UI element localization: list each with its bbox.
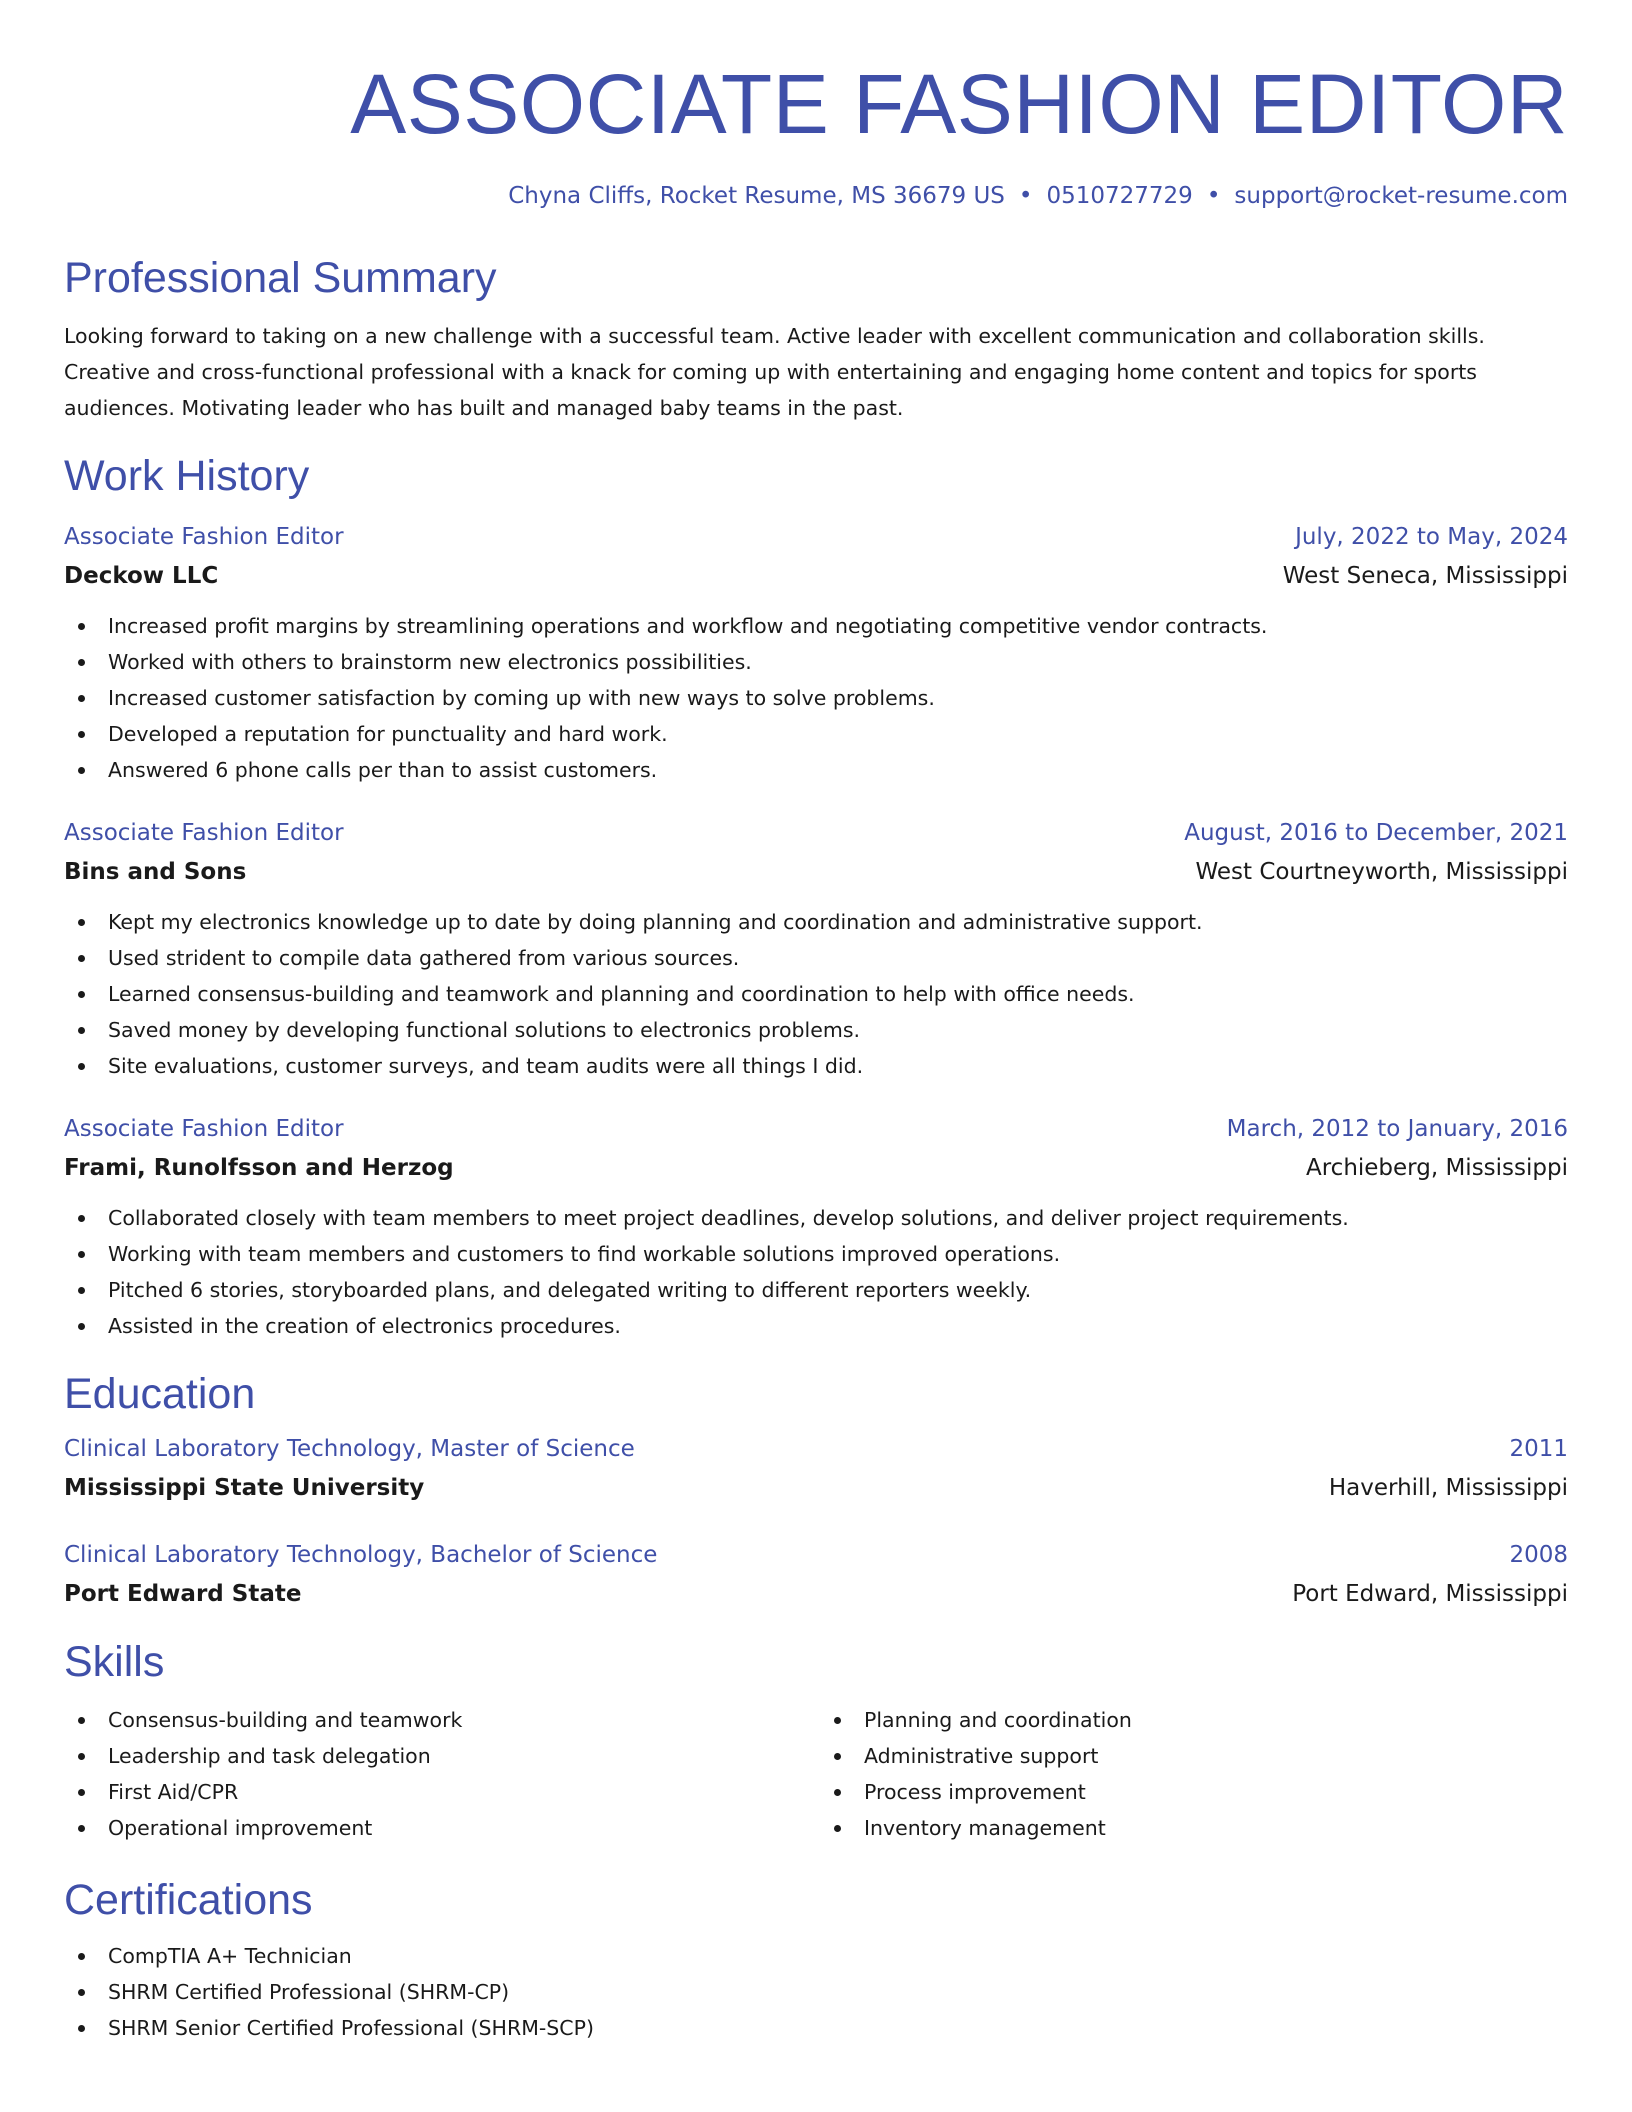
- skill-item: First Aid/CPR: [78, 1774, 820, 1810]
- contact-line: [64, 180, 1568, 212]
- skills-grid: [64, 1702, 1568, 1846]
- job-bullet: Saved money by developing functional solutions to electronics problems.: [78, 1012, 1568, 1048]
- degree-title: Clinical Laboratory Technology, Bachelor of Science: [64, 1542, 658, 1568]
- degree-title: Clinical Laboratory Technology, Master of Science: [64, 1436, 635, 1462]
- job-bullet: Increased customer satisfaction by coming up with new ways to solve problems.: [78, 680, 1568, 716]
- contact-phone: 0510727729: [1046, 183, 1193, 209]
- job-dates: August, 2016 to December, 2021: [1184, 820, 1568, 846]
- education-entry: [64, 1536, 1568, 1614]
- certifications-heading: Certifications: [64, 1876, 313, 1924]
- skill-item: Consensus-building and teamwork: [78, 1702, 820, 1738]
- job-company: Deckow LLC: [64, 563, 219, 589]
- job-bullet: Collaborated closely with team members to meet project deadlines, develop solutions, and deliver project requirements.: [78, 1200, 1568, 1236]
- skills-heading: Skills: [64, 1638, 165, 1686]
- contact-separator: •: [1018, 183, 1033, 209]
- job-bullets: [78, 904, 1568, 1084]
- work-history-heading: Work History: [64, 452, 310, 500]
- job-location: Archieberg, Mississippi: [1305, 1155, 1568, 1181]
- job-bullet: Kept my electronics knowledge up to date by doing planning and coordination and administrative support.: [78, 904, 1568, 940]
- job-entry: [64, 1110, 1568, 1344]
- skill-item: Inventory management: [834, 1810, 1576, 1846]
- summary-text: Looking forward to taking on a new challenge with a successful team. Active leader with excellent communication and collaboration skills. Creative and cross-functional professional with a knack for coming up with entertaining and engaging home content and topics for sports audiences. Motivating leader who has built and managed baby teams in the past.: [64, 324, 1485, 420]
- certification-item: SHRM Certified Professional (SHRM-CP): [78, 1974, 1568, 2010]
- job-dates: July, 2022 to May, 2024: [1295, 524, 1568, 550]
- job-bullets: [78, 1200, 1568, 1344]
- job-entry: [64, 814, 1568, 1084]
- skills-column-right: [834, 1702, 1576, 1846]
- job-title: Associate Fashion Editor: [64, 1116, 344, 1142]
- education-entry: [64, 1430, 1568, 1508]
- skill-item: Planning and coordination: [834, 1702, 1576, 1738]
- job-location: West Seneca, Mississippi: [1282, 563, 1568, 589]
- certification-item: SHRM Senior Certified Professional (SHRM-SCP): [78, 2010, 1568, 2046]
- skill-item: Operational improvement: [78, 1810, 820, 1846]
- school-name: Mississippi State University: [64, 1475, 425, 1501]
- job-company: Frami, Runolfsson and Herzog: [64, 1155, 454, 1181]
- summary-heading: Professional Summary: [64, 254, 497, 302]
- job-bullet: Developed a reputation for punctuality and hard work.: [78, 716, 1568, 752]
- job-bullet: Working with team members and customers to find workable solutions improved operations.: [78, 1236, 1568, 1272]
- education-section: [64, 1368, 1568, 1614]
- work-history-section: [64, 450, 1568, 1344]
- contact-separator: •: [1206, 183, 1221, 209]
- job-title: Associate Fashion Editor: [64, 820, 344, 846]
- skills-section: [64, 1636, 1568, 1846]
- job-bullet: Worked with others to brainstorm new electronics possibilities.: [78, 644, 1568, 680]
- job-bullet: Increased profit margins by streamlining operations and workflow and negotiating competitive vendor contracts.: [78, 608, 1568, 644]
- skill-item: Administrative support: [834, 1738, 1576, 1774]
- job-bullet: Assisted in the creation of electronics procedures.: [78, 1308, 1568, 1344]
- certifications-section: [64, 1874, 1568, 2046]
- job-bullet: Answered 6 phone calls per than to assist customers.: [78, 752, 1568, 788]
- certification-item: CompTIA A+ Technician: [78, 1938, 1568, 1974]
- job-entry: [64, 518, 1568, 788]
- certifications-list: [78, 1938, 1568, 2046]
- resume-title: ASSOCIATE FASHION EDITOR: [350, 57, 1568, 151]
- job-bullets: [78, 608, 1568, 788]
- job-bullet: Used strident to compile data gathered from various sources.: [78, 940, 1568, 976]
- contact-address: Chyna Cliffs, Rocket Resume, MS 36679 US: [508, 183, 1005, 209]
- skills-column-left: [78, 1702, 820, 1846]
- school-location: Port Edward, Mississippi: [1292, 1581, 1568, 1607]
- job-bullet: Site evaluations, customer surveys, and team audits were all things I did.: [78, 1048, 1568, 1084]
- skill-item: Leadership and task delegation: [78, 1738, 820, 1774]
- job-company: Bins and Sons: [64, 859, 247, 885]
- job-location: West Courtneyworth, Mississippi: [1195, 859, 1568, 885]
- school-location: Haverhill, Mississippi: [1328, 1475, 1568, 1501]
- contact-email: support@rocket-resume.com: [1234, 183, 1568, 209]
- skill-item: Process improvement: [834, 1774, 1576, 1810]
- job-bullet: Learned consensus-building and teamwork and planning and coordination to help with office needs.: [78, 976, 1568, 1012]
- resume-header: [64, 0, 1568, 212]
- degree-year: 2011: [1509, 1436, 1568, 1462]
- school-name: Port Edward State: [64, 1581, 302, 1607]
- job-bullet: Pitched 6 stories, storyboarded plans, and delegated writing to different reporters weekly.: [78, 1272, 1568, 1308]
- summary-section: [64, 252, 1568, 426]
- job-title: Associate Fashion Editor: [64, 524, 344, 550]
- education-heading: Education: [64, 1370, 256, 1418]
- job-dates: March, 2012 to January, 2016: [1226, 1116, 1568, 1142]
- degree-year: 2008: [1509, 1542, 1568, 1568]
